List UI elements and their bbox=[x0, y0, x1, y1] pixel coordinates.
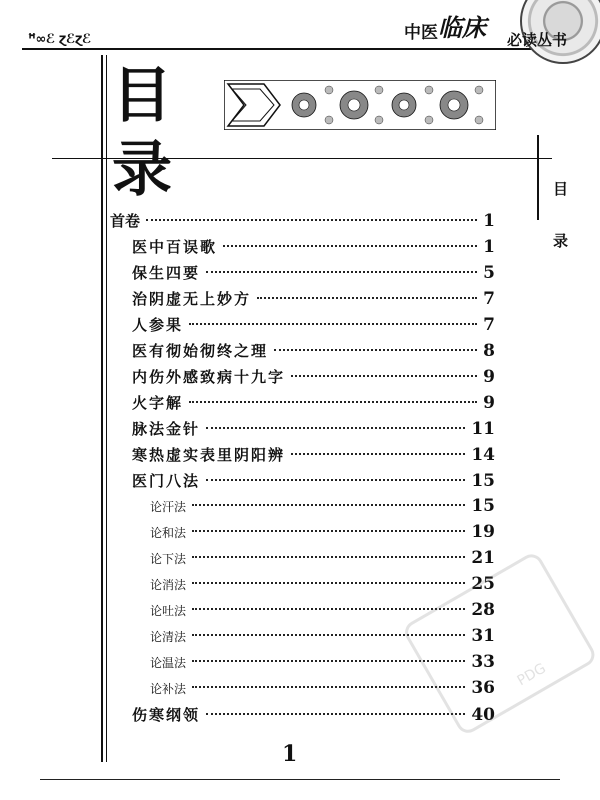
watermark-box bbox=[401, 550, 599, 737]
toc-entry-page: 9 bbox=[483, 393, 495, 413]
toc-entry-page: 21 bbox=[471, 548, 495, 568]
toc-entry-title: 医门八法 bbox=[132, 472, 201, 490]
toc-entry-page: 11 bbox=[471, 419, 495, 439]
toc-entry-page: 7 bbox=[483, 289, 495, 309]
toc-leader-dots bbox=[192, 556, 465, 558]
toc-leader-dots bbox=[189, 401, 477, 403]
toc-entry-title: 寒热虚实表里阴阳辨 bbox=[132, 446, 286, 464]
series-prefix: 中医 bbox=[404, 23, 438, 43]
toc-entry bbox=[150, 496, 495, 516]
toc-leader-dots bbox=[291, 375, 477, 377]
toc-entry-page: 9 bbox=[483, 367, 495, 387]
toc-entry-title: 论和法 bbox=[150, 526, 187, 540]
toc-entry bbox=[132, 366, 495, 387]
toc-entry-title: 人参果 bbox=[132, 316, 184, 334]
toc-leader-dots bbox=[192, 530, 465, 532]
watermark-stamp-icon bbox=[363, 503, 600, 776]
toc-entry bbox=[132, 392, 495, 413]
toc-entry-title: 火字解 bbox=[132, 394, 184, 412]
toc-entry-page: 8 bbox=[483, 341, 495, 361]
page-title-char-1: 目 bbox=[112, 61, 172, 131]
toc-leader-dots bbox=[291, 453, 465, 455]
toc-entry-title: 论补法 bbox=[150, 682, 187, 696]
toc-entry bbox=[110, 210, 495, 231]
toc-entry-page: 7 bbox=[483, 315, 495, 335]
toc-entry-page: 5 bbox=[483, 263, 495, 283]
toc-entry-title: 治阴虚无上妙方 bbox=[132, 290, 252, 308]
toc-entry-title: 论消法 bbox=[150, 578, 187, 592]
toc-entry-title: 伤寒纲领 bbox=[132, 706, 201, 724]
toc-entry-page: 40 bbox=[471, 705, 495, 725]
toc-leader-dots bbox=[192, 504, 465, 506]
toc-entry-title: 脉法金针 bbox=[132, 420, 201, 438]
toc-entry bbox=[132, 236, 495, 257]
toc-entry-title: 医有彻始彻终之理 bbox=[132, 342, 269, 360]
toc-entry-page: 28 bbox=[471, 600, 495, 620]
series-subtitle: 必读丛书 bbox=[507, 31, 568, 49]
toc-entry-title: 首卷 bbox=[110, 212, 141, 230]
toc-entry bbox=[132, 470, 495, 491]
toc-entry-page: 14 bbox=[471, 445, 495, 465]
toc-entry bbox=[132, 444, 495, 465]
watermark-text: PDG bbox=[514, 660, 549, 690]
ornament-pattern-icon bbox=[224, 80, 496, 130]
page-title-char-2: 录 bbox=[112, 135, 172, 205]
side-tab-char-1: 目 bbox=[553, 180, 569, 198]
toc-entry-page: 15 bbox=[471, 471, 495, 491]
header-logo: ꟸ∞ℰ ɀℰɀℰ bbox=[28, 32, 91, 47]
page-number: 1 bbox=[282, 741, 298, 767]
left-vertical-rule-inner bbox=[106, 55, 107, 762]
toc-entry-title: 论汗法 bbox=[150, 500, 187, 514]
toc-entry-page: 1 bbox=[483, 211, 495, 231]
toc-entry-page: 25 bbox=[471, 574, 495, 594]
toc-entry bbox=[132, 340, 495, 361]
toc-entry-title: 论吐法 bbox=[150, 604, 187, 618]
toc-entry-page: 19 bbox=[471, 522, 495, 542]
toc-entry bbox=[150, 522, 495, 542]
toc-entry-title: 保生四要 bbox=[132, 264, 201, 282]
toc-leader-dots bbox=[257, 297, 477, 299]
toc-entry-page: 36 bbox=[471, 678, 495, 698]
left-vertical-rule bbox=[101, 55, 103, 762]
toc-entry bbox=[132, 288, 495, 309]
side-tab-char-2: 录 bbox=[553, 232, 569, 250]
side-tab-rule bbox=[537, 135, 539, 220]
toc-entry-page: 33 bbox=[471, 652, 495, 672]
toc-leader-dots bbox=[274, 349, 477, 351]
toc-leader-dots bbox=[189, 323, 477, 325]
toc-entry-title: 医中百误歌 bbox=[132, 238, 218, 256]
toc-leader-dots bbox=[146, 219, 477, 221]
toc-entry bbox=[132, 262, 495, 283]
toc-leader-dots bbox=[223, 245, 477, 247]
toc-entry-page: 1 bbox=[483, 237, 495, 257]
bottom-rule bbox=[40, 779, 560, 780]
toc-leader-dots bbox=[206, 479, 465, 481]
toc-entry-page: 15 bbox=[471, 496, 495, 516]
toc-entry bbox=[132, 418, 495, 439]
series-title bbox=[404, 8, 486, 43]
toc-entry-title: 论温法 bbox=[150, 656, 187, 670]
toc-entry-title: 论下法 bbox=[150, 552, 187, 566]
toc-entry-title: 内伤外感致病十九字 bbox=[132, 368, 286, 386]
series-big: 临床 bbox=[438, 14, 486, 42]
toc-entry-page: 31 bbox=[471, 626, 495, 646]
toc-leader-dots bbox=[206, 427, 465, 429]
toc-leader-dots bbox=[206, 271, 477, 273]
toc-entry-title: 论清法 bbox=[150, 630, 187, 644]
toc-entry bbox=[132, 314, 495, 335]
